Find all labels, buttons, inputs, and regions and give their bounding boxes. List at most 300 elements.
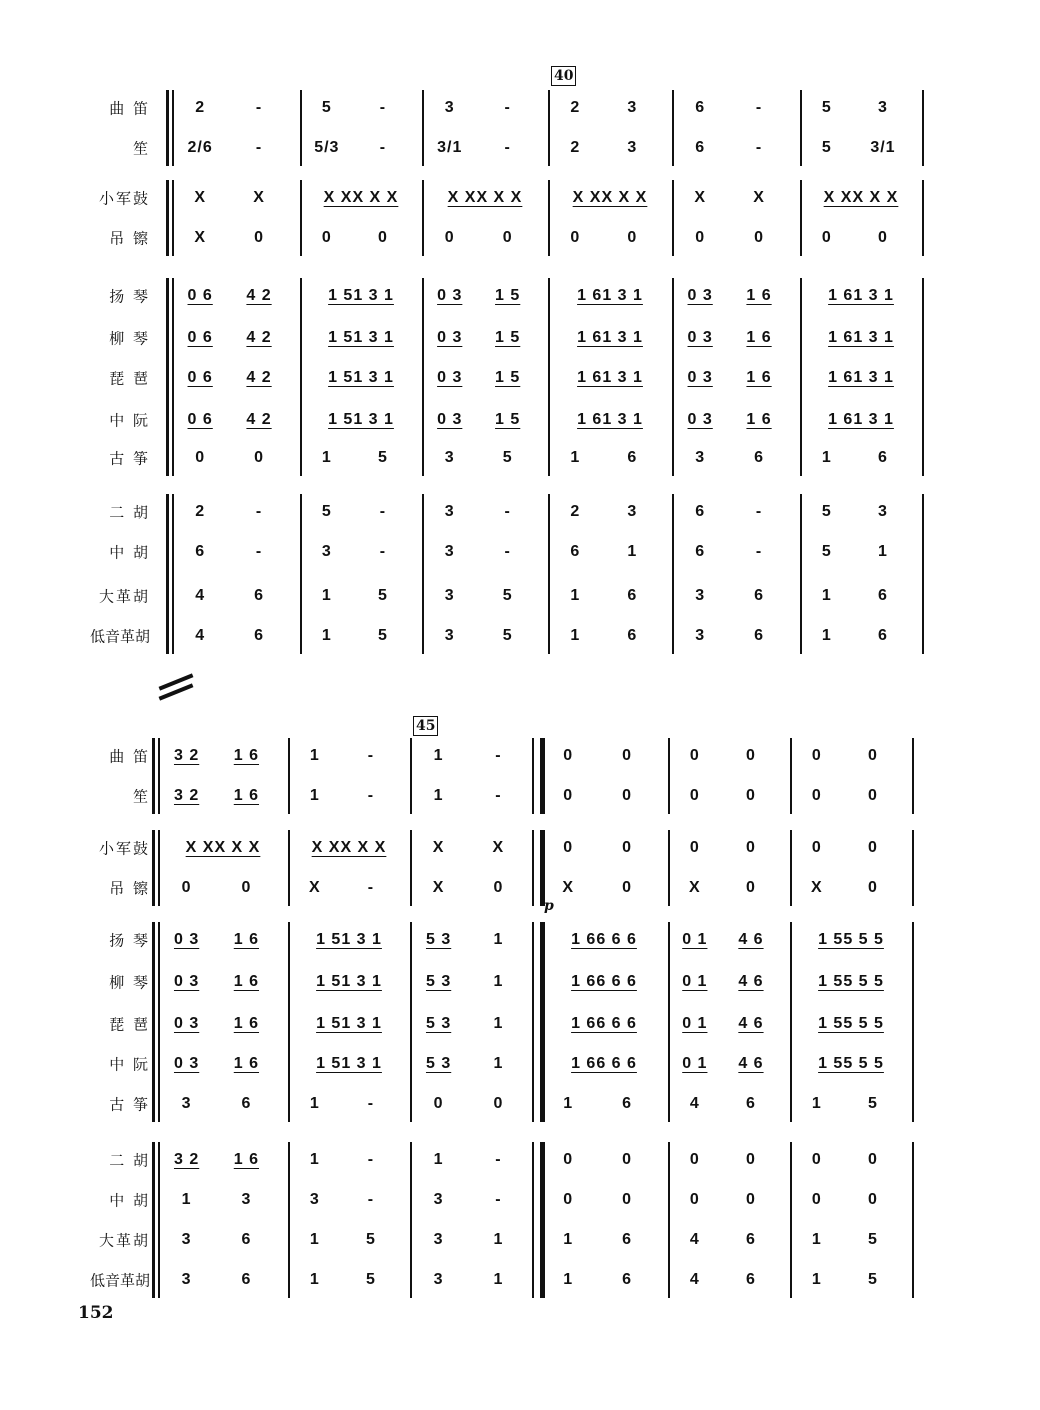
note: 6: [878, 449, 888, 466]
note: 5: [366, 1271, 376, 1288]
note: -: [504, 139, 511, 156]
group-bracket: [152, 738, 155, 814]
note: 5: [868, 1231, 878, 1248]
instrument-name: 二 胡: [109, 1151, 150, 1170]
note: 3: [309, 1191, 320, 1208]
note: 3: [627, 139, 638, 156]
note: 1 66 6 6: [571, 1055, 637, 1072]
instrument-name: 中 胡: [109, 1191, 150, 1210]
note: -: [367, 787, 375, 804]
note: 4 6: [738, 1015, 764, 1032]
note: 2: [195, 503, 206, 520]
note: 4 2: [246, 329, 272, 346]
note: -: [495, 1191, 502, 1208]
note: 0 3: [687, 369, 713, 386]
note: -: [755, 543, 763, 560]
note: 4: [689, 1095, 700, 1112]
instrument-name: 扬 琴: [109, 931, 150, 950]
note: 5: [321, 503, 332, 520]
note: 5: [821, 99, 832, 116]
note: 1: [811, 1271, 822, 1288]
note: 1 55 5 5: [818, 1015, 884, 1032]
barline: [172, 180, 174, 256]
instrument-name: 古 筝: [109, 1095, 150, 1114]
note: 1: [493, 1271, 504, 1288]
note: 3: [444, 587, 455, 604]
note: 5: [502, 627, 513, 644]
note: X XX X X: [311, 839, 387, 856]
instrument-name: 曲 笛: [109, 99, 150, 118]
note: X: [688, 879, 701, 896]
note: 1 6: [746, 411, 772, 428]
barline: [548, 180, 550, 256]
note: 3 2: [173, 1151, 200, 1168]
barline: [300, 494, 302, 654]
barline: [800, 278, 802, 476]
note: 0 3: [437, 287, 463, 304]
note: 1 5: [495, 287, 521, 304]
note: 5: [821, 543, 832, 560]
note: 0: [754, 229, 764, 246]
note: 1: [309, 1231, 320, 1248]
note: -: [367, 747, 375, 764]
note: 6: [746, 1095, 756, 1112]
note: X: [753, 189, 765, 206]
note: 4: [689, 1271, 700, 1288]
barline: [158, 738, 160, 814]
note: 5: [321, 99, 332, 116]
instrument-name: 小军鼓: [98, 839, 150, 858]
note: 5: [378, 587, 388, 604]
note: 3: [181, 1095, 192, 1112]
rehearsal-mark: 40: [551, 66, 576, 86]
note: 6: [627, 627, 638, 644]
note: 6: [695, 139, 706, 156]
note: 1 61 3 1: [828, 369, 894, 386]
note: 1: [309, 1271, 320, 1288]
barline: [540, 922, 545, 1122]
note: 3: [627, 503, 638, 520]
note: 1: [563, 1095, 574, 1112]
repeat-barline: [532, 922, 534, 1122]
note: 1 61 3 1: [828, 287, 894, 304]
note: 1 51 3 1: [328, 329, 394, 346]
note: 1: [811, 1231, 822, 1248]
group-bracket: [166, 90, 169, 166]
note: 1 6: [233, 787, 260, 804]
note: 0: [241, 879, 252, 896]
note: -: [379, 543, 387, 560]
note: 1 51 3 1: [328, 287, 394, 304]
note: 0 1: [682, 973, 708, 990]
note: 6: [241, 1231, 252, 1248]
note: 0: [746, 747, 756, 764]
note: 0: [493, 879, 504, 896]
note: 5: [502, 449, 513, 466]
note: 2: [570, 99, 581, 116]
note: 0: [689, 787, 700, 804]
note: X: [432, 879, 445, 896]
note: 0: [563, 787, 574, 804]
barline: [800, 494, 802, 654]
note: 5: [378, 449, 388, 466]
note: 0 3: [687, 287, 713, 304]
instrument-name: 吊 镲: [109, 229, 150, 248]
note: 0 6: [187, 411, 213, 428]
note: 0: [689, 1191, 700, 1208]
barline: [668, 830, 670, 906]
note: 1 5: [495, 329, 521, 346]
note: 6: [254, 627, 264, 644]
barline: [288, 1142, 290, 1298]
barline: [548, 278, 550, 476]
group-bracket: [166, 278, 169, 476]
note: 1: [309, 1095, 320, 1112]
note: 3: [695, 627, 706, 644]
group-bracket: [166, 494, 169, 654]
note: 1 51 3 1: [316, 1015, 382, 1032]
note: 1: [570, 587, 581, 604]
barline: [158, 922, 160, 1122]
barline: [410, 1142, 412, 1298]
note: 1: [563, 1271, 574, 1288]
note: 1 6: [233, 747, 260, 764]
barline: [790, 738, 792, 814]
note: 0 3: [437, 329, 463, 346]
note: 1: [570, 449, 581, 466]
note: 3 2: [173, 787, 200, 804]
note: 3/1: [437, 139, 463, 156]
note: 0: [563, 747, 574, 764]
barline: [172, 278, 174, 476]
note: 4: [195, 627, 206, 644]
note: 0: [868, 1151, 878, 1168]
note: 0 3: [173, 1015, 200, 1032]
instrument-name: 中 阮: [109, 1055, 150, 1074]
note: 1: [321, 449, 332, 466]
note: -: [495, 787, 502, 804]
note: 0: [502, 229, 513, 246]
note: 0 3: [173, 973, 200, 990]
note: 0 3: [173, 931, 200, 948]
note: 3: [444, 99, 455, 116]
rehearsal-mark: 45: [413, 716, 438, 736]
group-bracket: [152, 830, 155, 906]
barline: [912, 922, 914, 1122]
note: 1: [811, 1095, 822, 1112]
barline: [410, 830, 412, 906]
note: 1: [493, 931, 504, 948]
note: 0: [868, 747, 878, 764]
barline: [540, 830, 545, 906]
note: 1 66 6 6: [571, 931, 637, 948]
note: 1 61 3 1: [577, 329, 643, 346]
note: -: [367, 1191, 375, 1208]
note: 5: [868, 1271, 878, 1288]
note: 0: [821, 229, 832, 246]
note: 3: [444, 543, 455, 560]
note: 2: [570, 503, 581, 520]
note: 1 55 5 5: [818, 973, 884, 990]
note: 6: [695, 503, 706, 520]
note: 0: [811, 747, 822, 764]
barline: [800, 90, 802, 166]
note: X: [194, 229, 206, 246]
note: 5 3: [425, 1015, 452, 1032]
group-bracket: [152, 922, 155, 1122]
note: 6: [627, 587, 638, 604]
note: 5: [366, 1231, 376, 1248]
note: 0: [689, 839, 700, 856]
instrument-name: 柳 琴: [109, 329, 150, 348]
note: 6: [754, 587, 764, 604]
barline: [410, 922, 412, 1122]
note: -: [255, 139, 263, 156]
repeat-barline: [532, 1142, 534, 1298]
note: 0: [868, 1191, 878, 1208]
note: 1: [321, 587, 332, 604]
note: 1 66 6 6: [571, 973, 637, 990]
note: 5 3: [425, 1055, 452, 1072]
note: 6: [622, 1231, 632, 1248]
note: 4 6: [738, 931, 764, 948]
instrument-name: 古 筝: [109, 449, 150, 468]
note: 5 3: [425, 973, 452, 990]
note: 3: [241, 1191, 252, 1208]
note: 0 3: [687, 329, 713, 346]
group-bracket: [152, 1142, 155, 1298]
note: 0: [563, 839, 574, 856]
note: 0: [746, 1151, 756, 1168]
barline: [288, 922, 290, 1122]
note: 1 51 3 1: [316, 1055, 382, 1072]
note: 1 6: [233, 931, 260, 948]
note: 6: [570, 543, 581, 560]
note: 1 51 3 1: [316, 973, 382, 990]
note: 1 6: [233, 1151, 260, 1168]
instrument-name: 笙: [132, 139, 150, 158]
note: 0: [746, 1191, 756, 1208]
barline: [422, 90, 424, 166]
note: 0: [254, 449, 264, 466]
note: 6: [622, 1271, 632, 1288]
repeat-barline: [532, 830, 534, 906]
note: 0: [622, 747, 632, 764]
note: 0: [811, 1151, 822, 1168]
note: 6: [627, 449, 638, 466]
note: 0 3: [437, 369, 463, 386]
note: -: [367, 1151, 375, 1168]
note: 0: [563, 1151, 574, 1168]
note: 1: [433, 787, 444, 804]
barline: [668, 922, 670, 1122]
note: 3: [181, 1271, 192, 1288]
note: 1 6: [233, 973, 260, 990]
note: 1: [878, 543, 888, 560]
note: 0: [878, 229, 888, 246]
note: 1 5: [495, 369, 521, 386]
group-bracket: [166, 180, 169, 256]
barline: [172, 494, 174, 654]
note: 0: [622, 879, 632, 896]
note: 1: [821, 627, 832, 644]
barline: [158, 830, 160, 906]
instrument-name: 大革胡: [98, 587, 150, 606]
note: 4: [689, 1231, 700, 1248]
note: -: [379, 503, 387, 520]
note: X: [562, 879, 574, 896]
note: 6: [241, 1095, 252, 1112]
note: -: [255, 543, 263, 560]
note: 6: [195, 543, 206, 560]
instrument-name: 琵 琶: [109, 1015, 150, 1034]
note: X: [492, 839, 505, 856]
note: 1: [493, 1055, 504, 1072]
note: 0: [627, 229, 638, 246]
note: 1 6: [233, 1055, 260, 1072]
note: 0: [811, 1191, 822, 1208]
barline: [172, 90, 174, 166]
note: -: [504, 99, 511, 116]
note: 3: [433, 1231, 444, 1248]
repeat-barline: [532, 738, 534, 814]
barline: [922, 278, 924, 476]
note: 4 2: [246, 369, 272, 386]
note: 1 61 3 1: [828, 329, 894, 346]
note: 0: [689, 747, 700, 764]
note: -: [504, 503, 511, 520]
barline: [672, 278, 674, 476]
note: 1: [563, 1231, 574, 1248]
note: 3: [695, 449, 706, 466]
note: 0: [689, 1151, 700, 1168]
barline: [922, 90, 924, 166]
barline: [800, 180, 802, 256]
note: 5/3: [314, 139, 340, 156]
note: 0: [746, 839, 756, 856]
note: 0: [622, 1191, 632, 1208]
instrument-name: 二 胡: [109, 503, 150, 522]
note: 1: [309, 1151, 320, 1168]
note: 4: [195, 587, 206, 604]
note: 1 6: [746, 287, 772, 304]
barline: [922, 180, 924, 256]
note: 1: [570, 627, 581, 644]
note: 0: [746, 879, 756, 896]
note: 1: [493, 1015, 504, 1032]
note: 6: [241, 1271, 252, 1288]
barline: [668, 738, 670, 814]
note: 0 3: [687, 411, 713, 428]
page-number: 152: [78, 1303, 114, 1323]
note: 2: [570, 139, 581, 156]
note: 0: [868, 879, 878, 896]
note: 3: [695, 587, 706, 604]
note: X: [432, 839, 445, 856]
barline: [300, 180, 302, 256]
note: 1: [627, 543, 638, 560]
note: 3: [444, 503, 455, 520]
note: 0: [321, 229, 332, 246]
instrument-name: 大革胡: [98, 1231, 150, 1250]
barline: [540, 738, 545, 814]
note: 1: [433, 747, 444, 764]
note: 0: [570, 229, 581, 246]
note: 6: [878, 627, 888, 644]
barline: [548, 494, 550, 654]
instrument-name: 曲 笛: [109, 747, 150, 766]
instrument-name: 吊 镲: [109, 879, 150, 898]
note: 6: [754, 449, 764, 466]
note: 0 1: [682, 931, 708, 948]
note: 0: [563, 1191, 574, 1208]
note: 3 2: [173, 747, 200, 764]
note: 0 3: [173, 1055, 200, 1072]
note: 1 61 3 1: [577, 369, 643, 386]
note: 3: [444, 449, 455, 466]
note: X XX X X: [572, 189, 648, 206]
note: 0: [622, 839, 632, 856]
note: 3: [878, 99, 888, 116]
note: 3: [444, 627, 455, 644]
barline: [300, 278, 302, 476]
note: 0: [493, 1095, 504, 1112]
note: 0: [868, 839, 878, 856]
note: 4 2: [246, 287, 272, 304]
note: 6: [622, 1095, 632, 1112]
note: 0 1: [682, 1015, 708, 1032]
barline: [672, 494, 674, 654]
note: 1: [433, 1151, 444, 1168]
note: X: [810, 879, 823, 896]
note: -: [379, 139, 387, 156]
note: 2: [195, 99, 206, 116]
note: 1 61 3 1: [577, 287, 643, 304]
note: 6: [746, 1271, 756, 1288]
dynamic-mark: p: [544, 898, 554, 914]
instrument-name: 扬 琴: [109, 287, 150, 306]
barline: [912, 738, 914, 814]
barline: [912, 1142, 914, 1298]
note: X: [194, 189, 206, 206]
barline: [158, 1142, 160, 1298]
note: 0: [195, 449, 206, 466]
note: -: [379, 99, 387, 116]
note: 1 55 5 5: [818, 1055, 884, 1072]
note: X: [694, 189, 706, 206]
barline: [790, 1142, 792, 1298]
note: 5: [821, 139, 832, 156]
barline: [790, 922, 792, 1122]
note: -: [755, 99, 763, 116]
instrument-name: 低音革胡: [89, 1271, 150, 1290]
note: 1 55 5 5: [818, 931, 884, 948]
barline: [672, 90, 674, 166]
note: 4 2: [246, 411, 272, 428]
note: 1 61 3 1: [577, 411, 643, 428]
note: 6: [254, 587, 264, 604]
barline: [790, 830, 792, 906]
note: 0: [378, 229, 388, 246]
barline: [422, 278, 424, 476]
note: -: [755, 503, 763, 520]
note: 3: [181, 1231, 192, 1248]
note: 0: [181, 879, 192, 896]
note: 1 6: [233, 1015, 260, 1032]
note: 1 6: [746, 369, 772, 386]
barline: [288, 738, 290, 814]
note: X XX X X: [447, 189, 523, 206]
